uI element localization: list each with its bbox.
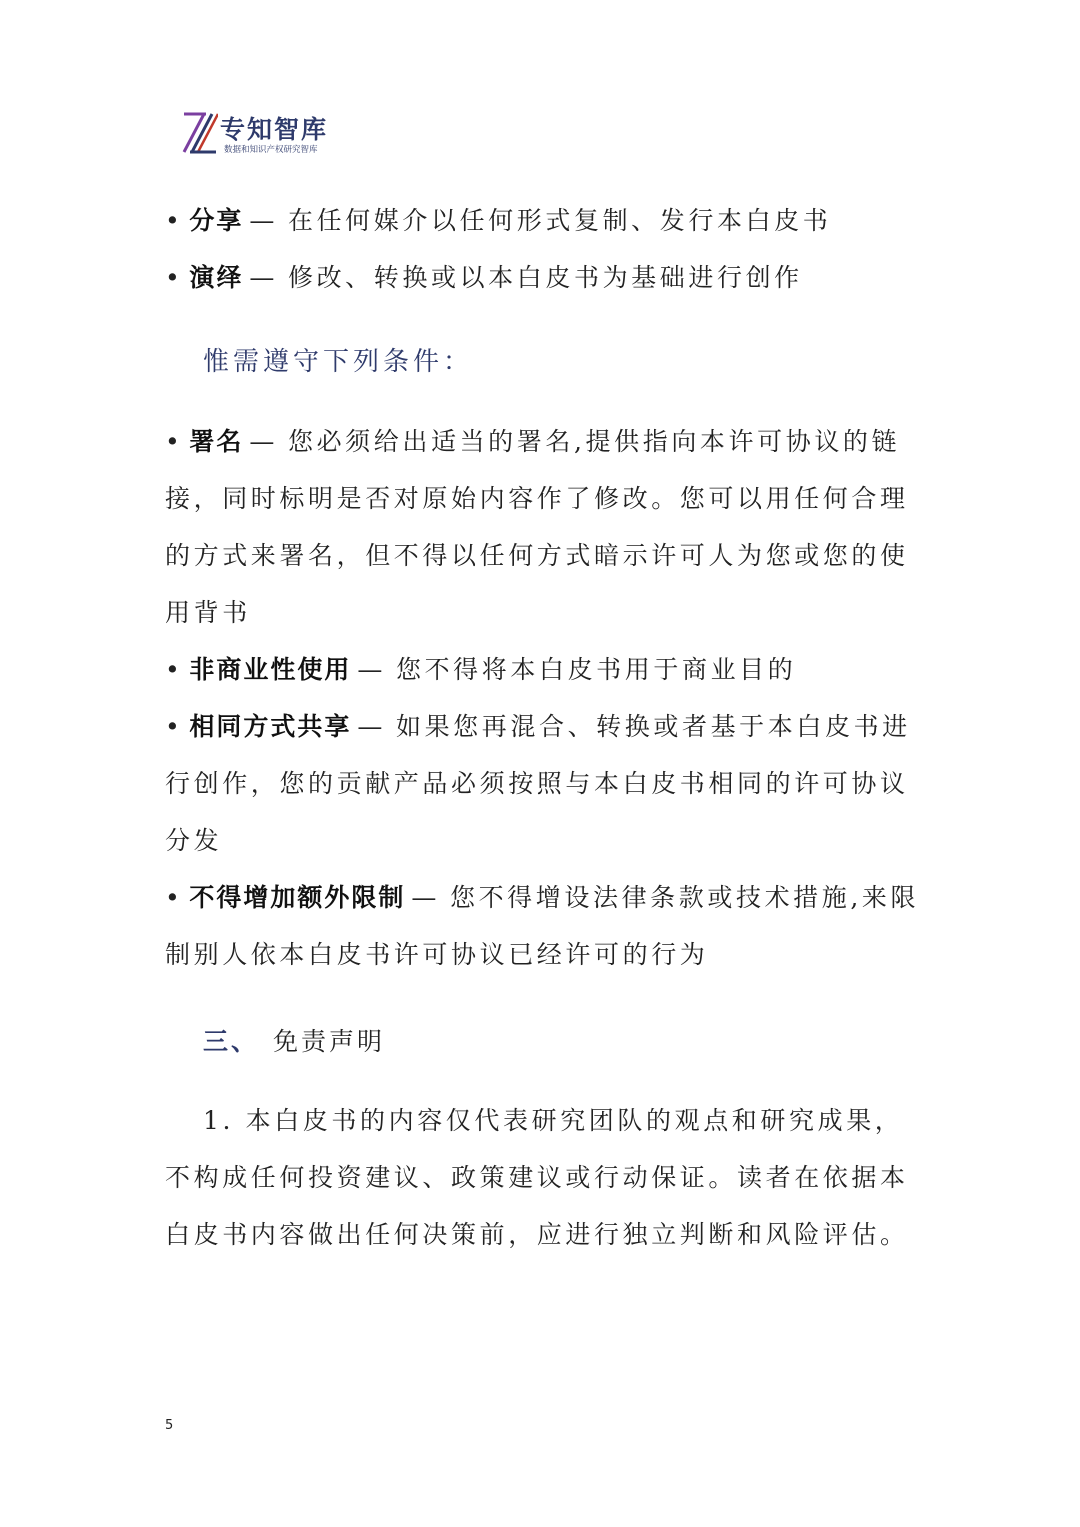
bullet-text: 您必须给出适当的署名,提供指向本许可协议的链接，同时标明是否对原始内容作了修改。您可以用任何合理的方式来署名，但不得以任何方式暗示许可人为您或您的使用背书 bbox=[165, 427, 909, 627]
logo-title: 专知智库 bbox=[220, 115, 329, 144]
bullet-term: 非商业性使用 bbox=[189, 655, 352, 684]
em-dash: — bbox=[357, 712, 386, 741]
section-title: 免责声明 bbox=[273, 1027, 386, 1056]
bullet-text: 修改、转换或以本白皮书为基础进行创作 bbox=[287, 263, 803, 292]
disclaimer-paragraph bbox=[165, 1092, 925, 1263]
bullet-dot-icon: • bbox=[165, 263, 184, 292]
bullet-dot-icon: • bbox=[165, 206, 184, 235]
section-number: 三、 bbox=[203, 1027, 260, 1056]
disclaimer-number: 1. bbox=[203, 1106, 235, 1135]
bullet-item bbox=[165, 413, 925, 641]
bullet-term: 演绎 bbox=[189, 263, 244, 292]
section-heading bbox=[165, 1013, 925, 1070]
logo-subtitle: 数据和知识产权研究智库 bbox=[224, 145, 318, 155]
bullet-term: 分享 bbox=[189, 206, 244, 235]
document-body bbox=[165, 192, 925, 1263]
bullet-dot-icon: • bbox=[165, 655, 184, 684]
bullet-term: 署名 bbox=[189, 427, 244, 456]
bullet-text: 如果您再混合、转换或者基于本白皮书进行创作，您的贡献产品必须按照与本白皮书相同的许可协议分发 bbox=[165, 712, 911, 855]
em-dash: — bbox=[249, 206, 278, 235]
bullet-item bbox=[165, 869, 925, 983]
conditions-heading: 惟需遵守下列条件： bbox=[203, 347, 474, 377]
bullet-item bbox=[165, 698, 925, 869]
em-dash: — bbox=[411, 883, 440, 912]
bullet-item bbox=[165, 641, 925, 698]
bullet-term: 相同方式共享 bbox=[189, 712, 352, 741]
bullet-text: 您不得将本白皮书用于商业目的 bbox=[395, 655, 797, 684]
em-dash: — bbox=[357, 655, 386, 684]
bullet-dot-icon: • bbox=[165, 427, 184, 456]
bullet-text: 您不得增设法律条款或技术措施,来限制别人依本白皮书许可协议已经许可的行为 bbox=[165, 883, 920, 969]
bullet-text: 在任何媒介以任何形式复制、发行本白皮书 bbox=[287, 206, 832, 235]
em-dash: — bbox=[249, 263, 278, 292]
bullet-term: 不得增加额外限制 bbox=[189, 883, 406, 912]
page-number: 5 bbox=[165, 1418, 174, 1433]
disclaimer-text: 本白皮书的内容仅代表研究团队的观点和研究成果，不构成任何投资建议、政策建议或行动保证。读者在依据本白皮书内容做出任何决策前，应进行独立判断和风险评估。 bbox=[165, 1106, 909, 1249]
bullet-item bbox=[165, 249, 925, 306]
bullet-dot-icon: • bbox=[165, 712, 184, 741]
brand-mark-icon bbox=[182, 112, 218, 154]
brand-logo bbox=[182, 112, 382, 158]
em-dash: — bbox=[249, 427, 278, 456]
bullet-item bbox=[165, 192, 925, 249]
bullet-dot-icon: • bbox=[165, 883, 184, 912]
